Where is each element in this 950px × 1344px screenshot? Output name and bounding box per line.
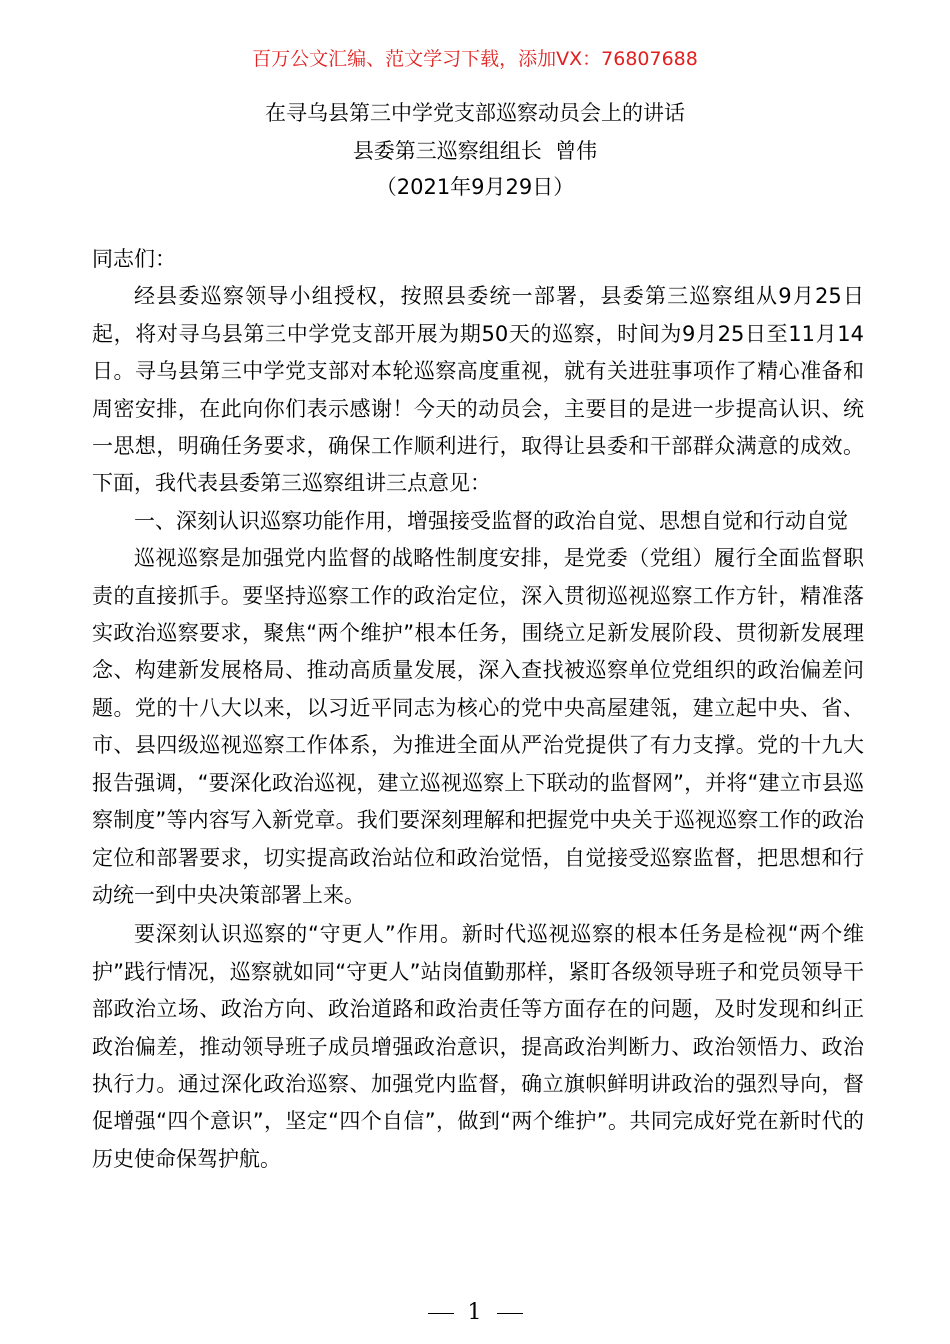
salutation: 同志们： bbox=[92, 247, 176, 271]
page-number-value: 1 bbox=[467, 1300, 483, 1325]
page-number-dash-right bbox=[497, 1313, 523, 1314]
page-number-dash-left bbox=[428, 1313, 454, 1314]
paragraph-supervision: 巡视巡察是加强党内监督的战略性制度安排，是党委（党组）履行全面监督职责的直接抓手。要坚持巡察工作的政治定位，深入贯彻巡视巡察工作方针，精准落实政治巡察要求，聚焦“两个维护”根本任务，围绕立足新发展阶段、贯彻新发展理念、构建新发展格局、推动高质量发展，深入查找被巡察单位党组织的政治偏差问题。党的十八大以来，以习近平同志为核心的党中央高屋建瓴，建立起中央、省、市、县四级巡视巡察工作体系，为推进全面从严治党提供了有力支撑。党的十九大报告强调，“要深化政治巡视，建立巡视巡察上下联动的监督网”，并将“建立市县巡察制度”等内容写入新党章。我们要深刻理解和把握党中央关于巡视巡察工作的政治定位和部署要求，切实提高政治站位和政治觉悟，自觉接受巡察监督，把思想和行动统一到中央决策部署上来。 bbox=[92, 546, 864, 907]
paragraph-intro: 经县委巡察领导小组授权，按照县委统一部署，县委第三巡察组从9月25日起，将对寻乌县第三中学党支部开展为期50天的巡察，时间为9月25日至11月14日。寻乌县第三中学党支部对本轮巡察高度重视，就有关进驻事项作了精心准备和周密安排，在此向你们表示感谢！今天的动员会，主要目的是进一步提高认识、统一思想，明确任务要求，确保工作顺利进行，取得让县委和干部群众满意的成效。下面，我代表县委第三巡察组讲三点意见： bbox=[92, 284, 864, 496]
paragraph-watchman: 要深刻认识巡察的“守更人”作用。新时代巡视巡察的根本任务是检视“两个维护”践行情况，巡察就如同“守更人”站岗值勤那样，紧盯各级领导班子和党员领导干部政治立场、政治方向、政治道路和政治责任等方面存在的问题，及时发现和纠正政治偏差，推动领导班子成员增强政治意识，提高政治判断力、政治领悟力、政治执行力。通过深化政治巡察、加强党内监督，确立旗帜鲜明讲政治的强烈导向，督促增强“四个意识”，坚定“四个自信”，做到“两个维护”。共同完成好党在新时代的历史使命保驾护航。 bbox=[92, 922, 864, 1171]
section-heading-1: 一、深刻认识巡察功能作用，增强接受监督的政治自觉、思想自觉和行动自觉 bbox=[134, 508, 848, 533]
page-number bbox=[0, 1298, 950, 1328]
speech-author: 县委第三巡察组组长 曾伟 bbox=[352, 139, 598, 163]
speech-body bbox=[92, 241, 864, 1178]
promo-banner: 百万公文汇编、范文学习下载，添加VX：76807688 bbox=[252, 48, 698, 70]
speech-date: （2021年9月29日） bbox=[375, 175, 575, 199]
speech-title: 在寻乌县第三中学党支部巡察动员会上的讲话 bbox=[265, 101, 685, 125]
